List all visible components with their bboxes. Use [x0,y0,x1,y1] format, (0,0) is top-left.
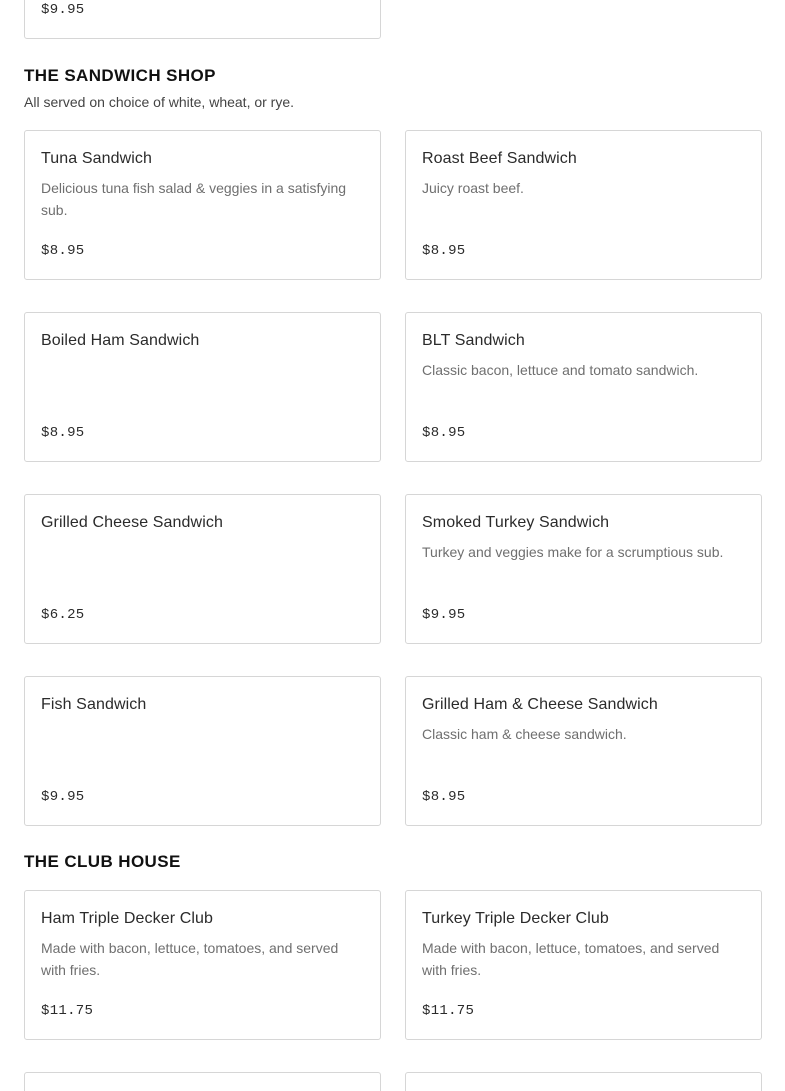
menu-item-card[interactable] [405,1072,762,1091]
menu-item-blt-sandwich[interactable] [405,312,762,462]
item-price: $8.95 [422,425,466,441]
item-name: Ham Triple Decker Club [41,910,214,927]
item-price: $8.95 [422,789,466,805]
item-price: $6.25 [41,607,85,623]
item-description: Turkey and veggies make for a scrumptious sub. [422,544,724,560]
section-title-sandwich-shop: THE SANDWICH SHOP [24,66,216,85]
item-price: $9.95 [41,789,85,805]
item-price: $8.95 [41,243,85,259]
menu-item-turkey-triple-decker-club[interactable] [405,890,762,1040]
item-description: Classic bacon, lettuce and tomato sandwich. [422,362,699,378]
menu-item-card[interactable] [24,1072,381,1091]
item-name: BLT Sandwich [422,332,525,349]
section-title-club-house: THE CLUB HOUSE [24,852,181,871]
item-name: Fish Sandwich [41,696,147,713]
item-name: Boiled Ham Sandwich [41,332,200,349]
item-price: $11.75 [41,1003,94,1019]
section-subtitle: All served on choice of white, wheat, or rye. [24,94,295,110]
item-price: $9.95 [41,2,85,18]
menu-item-roast-beef-sandwich[interactable] [405,130,762,280]
item-name: Roast Beef Sandwich [422,150,577,167]
menu-item-boiled-ham-sandwich[interactable] [24,312,381,462]
item-name: Smoked Turkey Sandwich [422,514,610,531]
menu-item-ham-triple-decker-club[interactable] [24,890,381,1040]
item-price: $11.75 [422,1003,475,1019]
menu-item-tuna-sandwich[interactable] [24,130,381,280]
item-price: $9.95 [422,607,466,623]
item-price: $8.95 [41,425,85,441]
item-name: Tuna Sandwich [41,150,152,167]
menu-item-fish-sandwich[interactable] [24,676,381,826]
item-name: Grilled Cheese Sandwich [41,514,223,531]
item-description: Delicious tuna fish salad & veggies in a satisfying sub. [41,180,347,218]
item-name: Grilled Ham & Cheese Sandwich [422,696,658,713]
menu-item-card[interactable] [24,0,381,39]
menu-item-smoked-turkey-sandwich[interactable] [405,494,762,644]
item-description: Classic ham & cheese sandwich. [422,726,627,742]
menu-item-grilled-cheese-sandwich[interactable] [24,494,381,644]
item-price: $8.95 [422,243,466,259]
menu-item-grilled-ham-cheese-sandwich[interactable] [405,676,762,826]
item-description: Made with bacon, lettuce, tomatoes, and served with fries. [41,940,339,978]
item-description: Juicy roast beef. [422,180,524,196]
item-description: Made with bacon, lettuce, tomatoes, and served with fries. [422,940,720,978]
item-name: Turkey Triple Decker Club [422,910,609,927]
